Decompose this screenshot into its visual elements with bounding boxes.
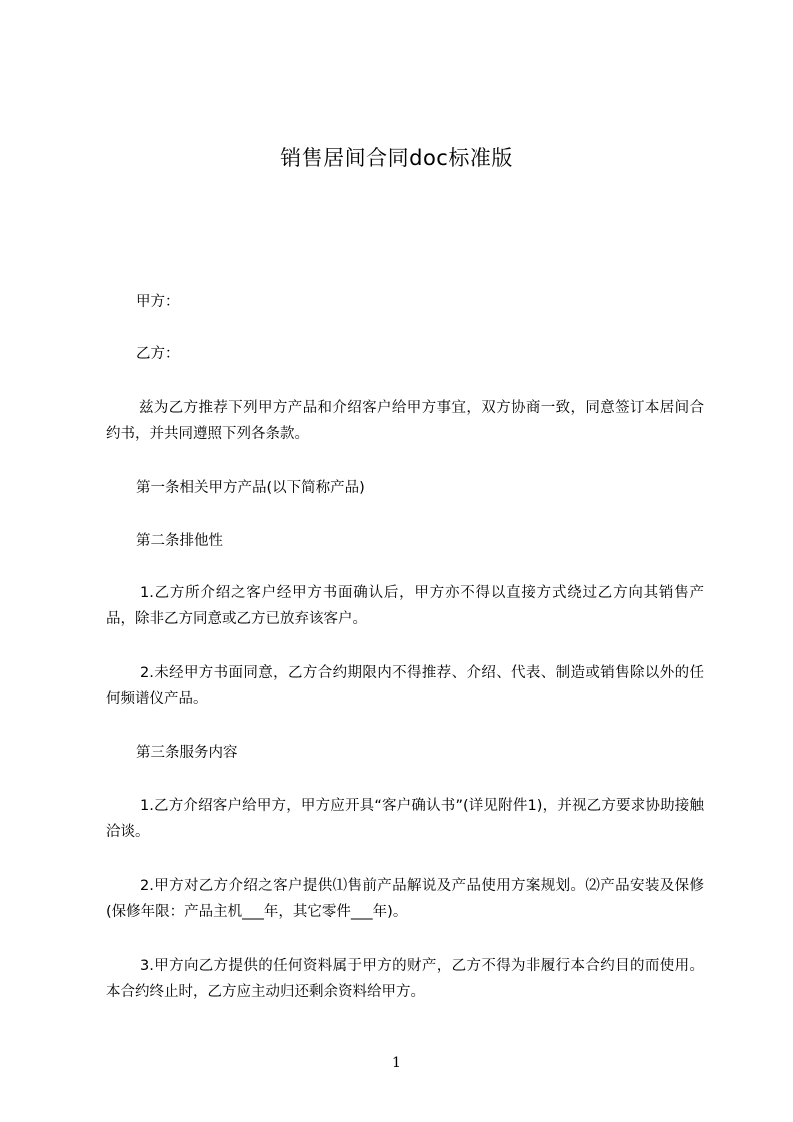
party-a-line: 甲方： <box>136 294 180 310</box>
article-3-heading: 第三条服务内容 <box>136 745 238 761</box>
article-2-clause-1: 1.乙方所介绍之客户经甲方书面确认后，甲方亦不得以直接方式绕过乙方向其销售产品，除非乙方同意或乙方已放弃该客户。 <box>106 585 704 627</box>
article-3-clause-2: 2.甲方对乙方介绍之客户提供⑴售前产品解说及产品使用方案规划。⑵产品安装及保修(保修年限：产品主机___年，其它零件___年)。 <box>106 878 704 920</box>
article-3-clause-1: 1.乙方介绍客户给甲方，甲方应开具“客户确认书”(详见附件1)，并视乙方要求协助接触洽谈。 <box>106 798 704 840</box>
article-3-clause-3: 3.甲方向乙方提供的任何资料属于甲方的财产，乙方不得为非履行本合约目的而使用。本合约终止时，乙方应主动归还剩余资料给甲方。 <box>106 958 704 1000</box>
article-2-clause-2: 2.未经甲方书面同意，乙方合约期限内不得推荐、介绍、代表、制造或销售除以外的任何频谱仪产品。 <box>106 665 704 707</box>
party-b-line: 乙方： <box>136 346 180 362</box>
article-2-heading: 第二条排他性 <box>136 533 223 549</box>
preamble-paragraph: 兹为乙方推荐下列甲方产品和介绍客户给甲方事宜，双方协商一致，同意签订本居间合约书，并共同遵照下列各条款。 <box>106 400 704 442</box>
article-1-heading: 第一条相关甲方产品(以下简称产品) <box>136 480 365 496</box>
page-number: 1 <box>392 1055 401 1071</box>
document-title: 销售居间合同doc标准版 <box>280 146 513 170</box>
